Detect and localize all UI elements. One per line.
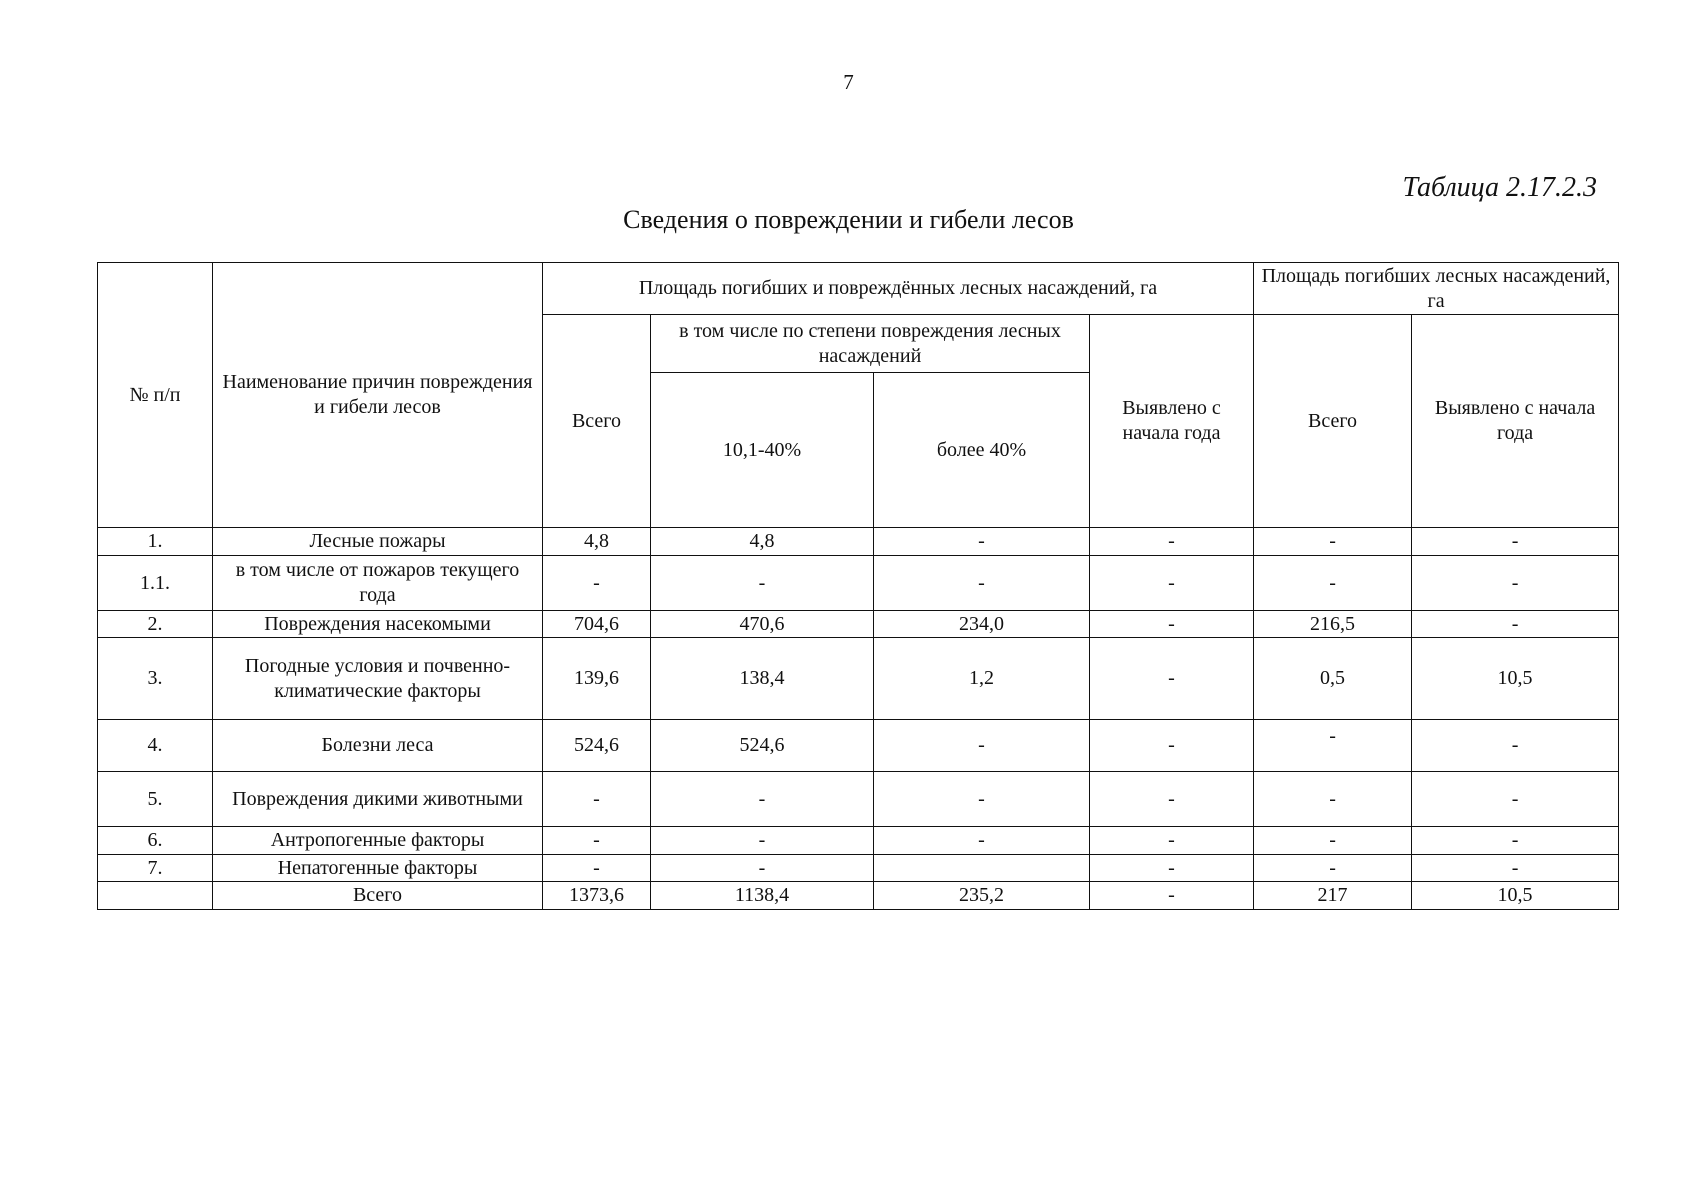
cell-dead-detected: -	[1412, 772, 1619, 827]
table-title: Сведения о повреждении и гибели лесов	[623, 205, 1074, 234]
cell-cause: Непатогенные факторы	[213, 855, 543, 882]
cell-total: -	[543, 772, 651, 827]
header-cause: Наименование причин повреждения и гибели лесов	[213, 263, 543, 528]
cell-dead-detected: 10,5	[1412, 638, 1619, 720]
cell-detected: -	[1090, 827, 1254, 855]
cell-degree-10-40: -	[651, 827, 874, 855]
cell-degree-over-40: -	[874, 556, 1090, 611]
cell-detected: -	[1090, 772, 1254, 827]
cell-num: 1.	[98, 528, 213, 556]
table-row	[98, 556, 1619, 611]
cell-dead-total: -	[1254, 556, 1412, 611]
cell-total: 704,6	[543, 611, 651, 638]
total-row	[98, 882, 1619, 910]
cell-cause: Всего	[213, 882, 543, 910]
cell-cause: Повреждения насекомыми	[213, 611, 543, 638]
cell-dead-total: -	[1254, 855, 1412, 882]
cell-dead-detected: -	[1412, 827, 1619, 855]
cell-degree-10-40: 470,6	[651, 611, 874, 638]
cell-dead-detected: -	[1412, 611, 1619, 638]
header-row	[98, 263, 1619, 315]
header-detected: Выявлено с начала года	[1090, 315, 1254, 528]
cell-dead-total: 217	[1254, 882, 1412, 910]
cell-dead-detected: -	[1412, 855, 1619, 882]
cell-num: 5.	[98, 772, 213, 827]
cell-degree-10-40: -	[651, 772, 874, 827]
damage-table	[97, 262, 1619, 910]
cell-dead-total: -	[1254, 827, 1412, 855]
cell-cause: Лесные пожары	[213, 528, 543, 556]
cell-detected: -	[1090, 611, 1254, 638]
table-row	[98, 611, 1619, 638]
cell-degree-over-40: -	[874, 528, 1090, 556]
table-row	[98, 720, 1619, 772]
header-dead-detected: Выявлено с начала года	[1412, 315, 1619, 528]
table-row	[98, 827, 1619, 855]
page-number: 7	[843, 70, 854, 94]
cell-detected: -	[1090, 882, 1254, 910]
cell-dead-total: 216,5	[1254, 611, 1412, 638]
cell-cause: в том числе от пожаров текущего года	[213, 556, 543, 611]
cell-num: 4.	[98, 720, 213, 772]
cell-degree-over-40: 1,2	[874, 638, 1090, 720]
cell-degree-over-40: 234,0	[874, 611, 1090, 638]
cell-num: 2.	[98, 611, 213, 638]
cell-cause: Антропогенные факторы	[213, 827, 543, 855]
cell-dead-detected: -	[1412, 720, 1619, 772]
cell-degree-over-40: -	[874, 720, 1090, 772]
cell-dead-detected: -	[1412, 556, 1619, 611]
cell-detected: -	[1090, 556, 1254, 611]
cell-dead-total: -	[1254, 720, 1412, 772]
cell-num: 1.1.	[98, 556, 213, 611]
header-group-dead: Площадь погибших лесных насаждений, га	[1254, 263, 1619, 315]
header-degree-10-40: 10,1-40%	[651, 373, 874, 528]
cell-degree-10-40: 524,6	[651, 720, 874, 772]
cell-total: 524,6	[543, 720, 651, 772]
header-group-damaged: Площадь погибших и повреждённых лесных насаждений, га	[543, 263, 1254, 315]
cell-num	[98, 882, 213, 910]
cell-detected: -	[1090, 855, 1254, 882]
table-row	[98, 528, 1619, 556]
cell-degree-10-40: -	[651, 556, 874, 611]
cell-total: -	[543, 855, 651, 882]
cell-total: 139,6	[543, 638, 651, 720]
cell-degree-10-40: 4,8	[651, 528, 874, 556]
cell-degree-over-40: -	[874, 827, 1090, 855]
cell-total: -	[543, 827, 651, 855]
cell-degree-over-40	[874, 855, 1090, 882]
cell-cause: Болезни леса	[213, 720, 543, 772]
cell-total: 4,8	[543, 528, 651, 556]
cell-total: -	[543, 556, 651, 611]
cell-degree-over-40: -	[874, 772, 1090, 827]
cell-degree-10-40: -	[651, 855, 874, 882]
cell-degree-10-40: 138,4	[651, 638, 874, 720]
cell-detected: -	[1090, 528, 1254, 556]
cell-cause: Погодные условия и почвенно-климатические факторы	[213, 638, 543, 720]
header-by-degree: в том числе по степени повреждения лесных насаждений	[651, 315, 1090, 373]
cell-detected: -	[1090, 638, 1254, 720]
header-total: Всего	[543, 315, 651, 528]
cell-num: 7.	[98, 855, 213, 882]
cell-num: 6.	[98, 827, 213, 855]
cell-dead-detected: 10,5	[1412, 882, 1619, 910]
table-row	[98, 855, 1619, 882]
cell-total: 1373,6	[543, 882, 651, 910]
cell-num: 3.	[98, 638, 213, 720]
header-degree-over-40: более 40%	[874, 373, 1090, 528]
cell-detected: -	[1090, 720, 1254, 772]
cell-dead-total: 0,5	[1254, 638, 1412, 720]
table-label: Таблица 2.17.2.3	[1402, 172, 1597, 203]
table-row	[98, 772, 1619, 827]
cell-cause: Повреждения дикими животными	[213, 772, 543, 827]
header-num: № п/п	[98, 263, 213, 528]
cell-dead-total: -	[1254, 528, 1412, 556]
cell-dead-detected: -	[1412, 528, 1619, 556]
cell-degree-over-40: 235,2	[874, 882, 1090, 910]
table-row	[98, 638, 1619, 720]
cell-degree-10-40: 1138,4	[651, 882, 874, 910]
header-dead-total: Всего	[1254, 315, 1412, 528]
cell-dead-total: -	[1254, 772, 1412, 827]
